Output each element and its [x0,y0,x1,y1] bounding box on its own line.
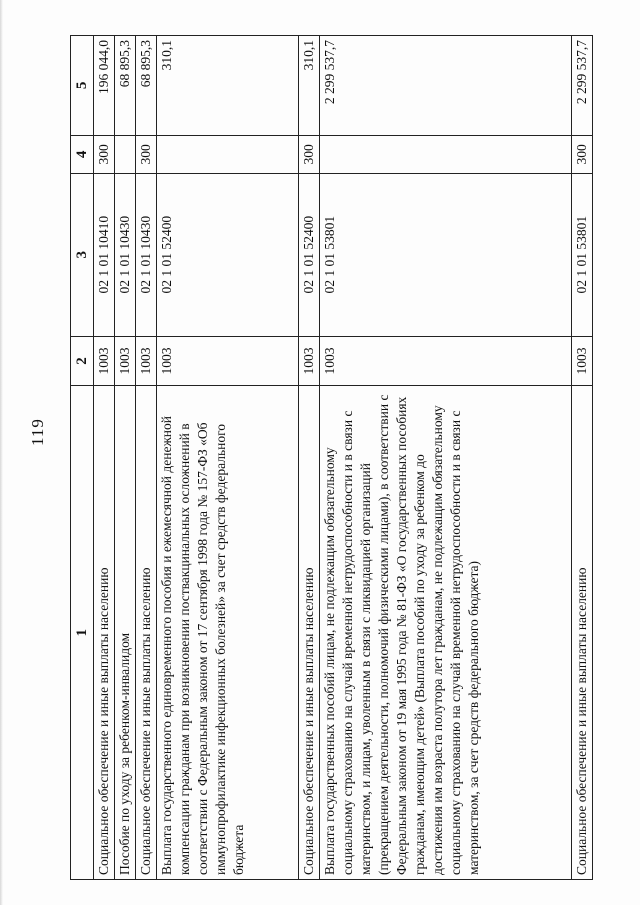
row-name: Социальное обеспечение и иные выплаты населению [94,386,115,880]
row-section: 1003 [115,336,136,386]
row-target: 02 1 01 53801 [320,173,572,336]
row-name: Социальное обеспечение и иные выплаты населению [572,386,593,880]
table-row [94,36,115,880]
row-name: Выплата государственного единовременного пособия и ежемесячной денежной компенсации гражданам при возникновении поствакцинальных осложнений в соответствии с Федеральным законом от 17 сентября 1998 года № 157-ФЗ «Об иммунопрофилактике инфекционных болезней» за счет средств федерального бюджета [157,386,299,880]
row-amount: 310,1 [157,36,299,136]
row-target: 02 1 01 53801 [572,173,593,336]
row-amount: 68 895,3 [136,36,157,136]
header-col-3: 3 [71,173,94,336]
row-name: Пособие по уходу за ребенком-инвалидом [115,386,136,880]
row-section: 1003 [572,336,593,386]
row-target: 02 1 01 10430 [136,173,157,336]
row-amount: 196 044,0 [94,36,115,136]
table-row [299,36,320,880]
header-col-2: 2 [71,336,94,386]
row-name: Выплата государственных пособий лицам, не подлежащим обязательному социальному страхованию на случай временной нетрудоспособности и в связи с материнством, и лицам, уволенным в связи с ликвидацией организаций (прекращением деятельности, полномочий физическими лицами), в соответствии с Федеральным законом от 19 мая 1995 года № 81-ФЗ «О государственных пособиях гражданам, имеющим детей» (Выплата пособий по уходу за ребенком до достижения им возраста полутора лет гражданам, не подлежащим обязательному социальному страхованию на случай временной нетрудоспособности и в связи с материнством, за счет средств федерального бюджета) [320,386,572,880]
header-col-1: 1 [71,386,94,880]
row-name: Социальное обеспечение и иные выплаты населению [299,386,320,880]
row-type: 300 [136,135,157,173]
header-col-5: 5 [71,36,94,136]
row-target: 02 1 01 52400 [299,173,320,336]
row-section: 1003 [136,336,157,386]
table-row [320,36,572,880]
table-row [136,36,157,880]
row-amount: 68 895,3 [115,36,136,136]
row-amount: 310,1 [299,36,320,136]
row-target: 02 1 01 10410 [94,173,115,336]
scan-edge-shadow [0,0,3,905]
row-amount: 2 299 537,7 [320,36,572,136]
row-type [115,135,136,173]
row-section: 1003 [157,336,299,386]
rotated-table-container [70,35,593,880]
row-amount: 2 299 537,7 [572,36,593,136]
row-name: Социальное обеспечение и иные выплаты населению [136,386,157,880]
page-number: 119 [28,418,47,446]
row-type: 300 [94,135,115,173]
row-section: 1003 [320,336,572,386]
row-section: 1003 [94,336,115,386]
row-type [320,135,572,173]
budget-table [70,35,593,880]
row-type: 300 [299,135,320,173]
row-section: 1003 [299,336,320,386]
table-row [572,36,593,880]
row-target: 02 1 01 10430 [115,173,136,336]
row-target: 02 1 01 52400 [157,173,299,336]
table-header-row [71,36,94,880]
row-type: 300 [572,135,593,173]
header-col-4: 4 [71,135,94,173]
table-row [115,36,136,880]
table-row [157,36,299,880]
row-type [157,135,299,173]
